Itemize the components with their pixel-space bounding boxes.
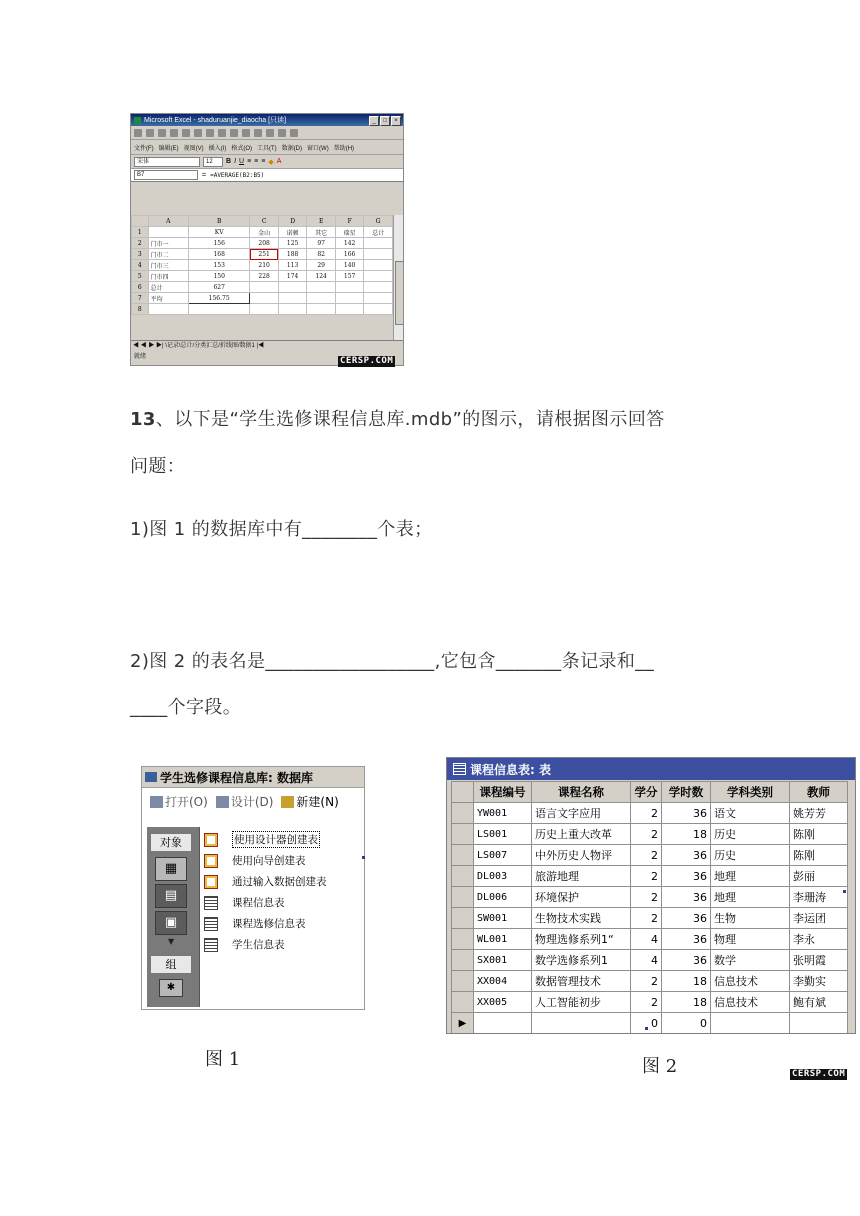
print-icon[interactable] [170, 129, 178, 137]
object-list-item-label: 学生信息表 [232, 939, 285, 951]
question-2-line1: 2)图 2 的表名是__________________,它包含_______条记录和__ [130, 651, 655, 672]
table-cell[interactable]: 物理 [711, 929, 790, 950]
table-cell[interactable]: 36 [662, 950, 711, 971]
table-cell[interactable]: 鲍有斌 [790, 992, 848, 1013]
table-row [452, 971, 848, 992]
spellcheck-icon[interactable] [194, 129, 202, 137]
align-center-icon[interactable]: ≡ [254, 158, 259, 165]
table-cell[interactable]: 陈刚 [790, 845, 848, 866]
table-icon [204, 917, 218, 931]
object-list-item[interactable] [204, 934, 362, 955]
object-list-item-label: 课程信息表 [232, 897, 285, 909]
row-selector[interactable] [452, 866, 474, 887]
question-1: 1)图 1 的数据库中有________个表； [130, 519, 433, 540]
table-cell[interactable]: 地理 [711, 887, 790, 908]
chart-icon[interactable] [278, 129, 286, 137]
more-objects-arrow-icon[interactable]: ▼ [168, 937, 175, 946]
row-selector[interactable] [452, 803, 474, 824]
question-2-line2: ____个字段。 [130, 697, 242, 718]
new-record-arrow-icon[interactable]: ▶ [452, 1013, 474, 1034]
question-number: 13 [130, 409, 156, 430]
formula-bar [131, 169, 403, 182]
table-row [452, 824, 848, 845]
excel-cell[interactable]: 627 [188, 282, 249, 293]
open-icon [150, 796, 163, 808]
row-header[interactable]: 4 [132, 260, 149, 271]
table-cell[interactable]: 人工智能初步 [532, 992, 631, 1013]
table-cell[interactable]: 生物 [711, 908, 790, 929]
datasheet-grid [451, 781, 848, 1034]
row-header[interactable]: 5 [132, 271, 149, 282]
object-list-item-label: 课程选修信息表 [232, 918, 306, 930]
excel-row [132, 260, 393, 271]
watermark: CERSP.COM [792, 1069, 846, 1079]
row-selector-header[interactable] [452, 782, 474, 803]
design-label: 设计(D) [230, 794, 274, 809]
queries-object-icon[interactable]: ▤ [155, 884, 187, 908]
excel-cell[interactable]: 157 [335, 271, 364, 282]
table-row [452, 866, 848, 887]
table-cell[interactable]: XX004 [474, 971, 532, 992]
database-window-title: 学生选修课程信息库: 数据库 [160, 770, 313, 785]
table-cell[interactable]: 2 [631, 992, 662, 1013]
excel-cell[interactable] [278, 293, 307, 304]
table-cell[interactable]: 信息技术 [711, 992, 790, 1013]
font-size-select[interactable]: 12 [203, 157, 223, 167]
excel-cell[interactable] [148, 227, 188, 238]
table-cell[interactable]: DL006 [474, 887, 532, 908]
object-list-item-label: 使用设计器创建表 [232, 831, 320, 848]
object-list-item[interactable] [204, 871, 362, 892]
excel-menubar [131, 140, 403, 155]
menu-edit[interactable]: 编辑(E) [158, 145, 179, 152]
database-icon [145, 772, 157, 782]
bold-icon[interactable]: B [226, 158, 232, 165]
row-selector[interactable] [452, 992, 474, 1013]
table-cell[interactable]: 历史 [711, 824, 790, 845]
table-row [452, 950, 848, 971]
table-cell[interactable] [532, 1013, 631, 1034]
col-header[interactable]: F [335, 216, 364, 227]
excel-cell[interactable]: 125 [278, 238, 307, 249]
selection-handle [645, 1027, 648, 1030]
excel-cell[interactable]: 总计 [148, 282, 188, 293]
object-list-item[interactable] [204, 850, 362, 871]
table-cell[interactable]: 李永 [790, 929, 848, 950]
groups-label[interactable]: 组 [150, 955, 192, 974]
excel-cell[interactable]: 门市二 [148, 249, 188, 260]
table-row [452, 845, 848, 866]
table-cell[interactable]: 36 [662, 929, 711, 950]
excel-cell[interactable]: 168 [188, 249, 249, 260]
excel-cell[interactable]: 124 [307, 271, 336, 282]
table-cell[interactable]: 语文 [711, 803, 790, 824]
table-cell[interactable]: 数学 [711, 950, 790, 971]
table-cell[interactable]: 2 [631, 824, 662, 845]
excel-screenshot [130, 113, 404, 366]
excel-cell[interactable] [364, 249, 393, 260]
table-row [452, 992, 848, 1013]
table-cell[interactable]: 4 [631, 950, 662, 971]
object-list-item[interactable] [204, 913, 362, 934]
table-cell[interactable]: 18 [662, 992, 711, 1013]
table-cell[interactable]: 2 [631, 803, 662, 824]
row-selector[interactable] [452, 929, 474, 950]
column-header[interactable]: 学时数 [662, 782, 711, 803]
excel-cell[interactable]: 156.75 [188, 293, 249, 304]
paste-icon[interactable] [230, 129, 238, 137]
excel-cell[interactable]: 82 [307, 249, 336, 260]
excel-titlebar [131, 114, 403, 126]
row-header[interactable]: 3 [132, 249, 149, 260]
wizard-icon [204, 854, 218, 868]
table-cell[interactable]: 语言文字应用 [532, 803, 631, 824]
col-header[interactable]: C [250, 216, 279, 227]
col-header[interactable]: G [364, 216, 393, 227]
table-row [452, 803, 848, 824]
table-cell[interactable]: 2 [631, 908, 662, 929]
excel-cell[interactable]: 208 [250, 238, 279, 249]
table-cell[interactable]: 信息技术 [711, 971, 790, 992]
excel-row [132, 304, 393, 315]
table-cell[interactable]: 生物技术实践 [532, 908, 631, 929]
design-icon [216, 796, 229, 808]
excel-cell[interactable]: 门市三 [148, 260, 188, 271]
column-header[interactable]: 学分 [631, 782, 662, 803]
table-cell[interactable]: 旅游地理 [532, 866, 631, 887]
question-intro-text: 、以下是“学生选修课程信息库.mdb”的图示，请根据图示回答 [155, 409, 665, 430]
table-cell[interactable]: 彭丽 [790, 866, 848, 887]
forms-object-icon[interactable]: ▣ [155, 911, 187, 935]
save-icon[interactable] [158, 129, 166, 137]
table-row [452, 929, 848, 950]
close-icon[interactable]: × [391, 116, 401, 126]
undo-icon[interactable] [242, 129, 250, 137]
excel-row [132, 293, 393, 304]
open-label: 打开(O) [165, 794, 208, 809]
datasheet-header-row [452, 782, 848, 803]
excel-cell[interactable] [364, 260, 393, 271]
excel-cell[interactable] [364, 238, 393, 249]
excel-cell[interactable] [250, 304, 279, 315]
table-cell[interactable] [790, 1013, 848, 1034]
new-label: 新建(N) [296, 794, 339, 809]
table-cell[interactable]: 历史 [711, 845, 790, 866]
column-header-row [132, 216, 393, 227]
font-name-select[interactable]: 宋体 [134, 157, 200, 167]
window-buttons [369, 116, 401, 126]
excel-cell[interactable] [364, 293, 393, 304]
row-selector[interactable] [452, 845, 474, 866]
table-datasheet-window [446, 757, 856, 1034]
excel-cell[interactable]: 140 [335, 260, 364, 271]
excel-cell[interactable]: 金山 [250, 227, 279, 238]
minimize-icon[interactable]: _ [369, 116, 379, 126]
col-header[interactable]: A [148, 216, 188, 227]
excel-title: Microsoft Excel - shaduruanjie_diaocha [只读] [144, 117, 287, 124]
table-icon [204, 938, 218, 952]
object-list-item-label: 使用向导创建表 [232, 855, 306, 867]
table-cell[interactable]: 李运团 [790, 908, 848, 929]
table-cell[interactable]: 地理 [711, 866, 790, 887]
table-row [452, 908, 848, 929]
excel-cell[interactable]: 113 [278, 260, 307, 271]
corner-cell[interactable] [132, 216, 149, 227]
excel-standard-toolbar [131, 126, 403, 140]
scroll-thumb[interactable] [395, 261, 404, 325]
menu-data[interactable]: 数据(D) [281, 145, 303, 152]
table-cell[interactable]: 中外历史人物评 [532, 845, 631, 866]
question-intro-line2: 问题： [130, 456, 186, 477]
align-left-icon[interactable]: ≡ [247, 158, 252, 165]
underline-icon[interactable]: U [239, 158, 245, 165]
table-cell[interactable]: 36 [662, 908, 711, 929]
excel-cell[interactable]: 174 [278, 271, 307, 282]
excel-cell[interactable] [188, 304, 249, 315]
table-cell[interactable]: 2 [631, 845, 662, 866]
excel-cell[interactable]: 156 [188, 238, 249, 249]
excel-cell[interactable]: 总计 [364, 227, 393, 238]
excel-cell[interactable]: KV [188, 227, 249, 238]
row-header[interactable]: 2 [132, 238, 149, 249]
row-header[interactable]: 7 [132, 293, 149, 304]
selection-handle [362, 856, 365, 859]
cut-icon[interactable] [206, 129, 214, 137]
excel-row [132, 238, 393, 249]
wizard-icon [204, 875, 218, 889]
figure-1-caption: 图 1 [205, 1049, 241, 1070]
font-color-icon[interactable]: A [276, 158, 282, 165]
align-right-icon[interactable]: ≡ [261, 158, 266, 165]
status-bar: 就绪 [131, 351, 404, 364]
object-list-item-label: 通过输入数据创建表 [232, 876, 327, 888]
excel-cell[interactable] [364, 271, 393, 282]
excel-cell[interactable]: 瑞星 [335, 227, 364, 238]
equals-icon: = [202, 171, 207, 179]
excel-cell[interactable] [364, 304, 393, 315]
excel-cell[interactable]: 29 [307, 260, 336, 271]
table-cell[interactable]: 36 [662, 887, 711, 908]
object-list-item[interactable] [204, 829, 362, 850]
excel-cell[interactable]: 97 [307, 238, 336, 249]
design-button[interactable] [216, 793, 274, 810]
menu-view[interactable]: 视图(V) [183, 145, 204, 152]
excel-cell[interactable]: 228 [250, 271, 279, 282]
favorites-icon[interactable]: ✱ [159, 979, 183, 997]
excel-cell[interactable] [250, 293, 279, 304]
excel-cell[interactable]: 门市一 [148, 238, 188, 249]
fill-color-icon[interactable]: ◆ [268, 158, 274, 166]
excel-cell[interactable]: 188 [278, 249, 307, 260]
objects-label[interactable]: 对象 [150, 833, 192, 852]
copy-icon[interactable] [218, 129, 226, 137]
table-icon [204, 896, 218, 910]
excel-row [132, 249, 393, 260]
row-header[interactable]: 1 [132, 227, 149, 238]
table-cell[interactable]: 18 [662, 971, 711, 992]
col-header[interactable]: D [278, 216, 307, 227]
table-cell[interactable]: LS001 [474, 824, 532, 845]
table-cell[interactable]: 张明霞 [790, 950, 848, 971]
excel-cell[interactable]: 251 [250, 249, 279, 260]
row-selector[interactable] [452, 950, 474, 971]
help-icon[interactable] [290, 129, 298, 137]
table-cell[interactable]: 历史上重大改革 [532, 824, 631, 845]
excel-cell[interactable]: 142 [335, 238, 364, 249]
excel-cell[interactable]: 153 [188, 260, 249, 271]
excel-cell[interactable] [307, 293, 336, 304]
excel-cell[interactable]: 门市四 [148, 271, 188, 282]
name-box[interactable]: B7 [134, 170, 198, 180]
new-record-row [452, 1013, 848, 1034]
table-window-titlebar [447, 758, 855, 780]
col-header[interactable]: B [188, 216, 249, 227]
excel-row [132, 282, 393, 293]
new-icon [281, 796, 294, 808]
table-cell[interactable]: 0 [662, 1013, 711, 1034]
excel-cell[interactable] [278, 304, 307, 315]
object-list [204, 829, 362, 955]
table-cell[interactable]: XX005 [474, 992, 532, 1013]
table-cell[interactable] [711, 1013, 790, 1034]
excel-cell[interactable] [250, 282, 279, 293]
excel-cell[interactable]: 210 [250, 260, 279, 271]
vertical-scrollbar[interactable] [393, 215, 403, 340]
table-cell[interactable]: 李勤实 [790, 971, 848, 992]
excel-cell[interactable] [307, 304, 336, 315]
table-cell[interactable]: 2 [631, 866, 662, 887]
table-cell[interactable]: 陈刚 [790, 824, 848, 845]
column-header[interactable]: 学科类别 [711, 782, 790, 803]
sum-icon[interactable] [254, 129, 262, 137]
table-cell[interactable]: 0 [631, 1013, 662, 1034]
row-selector[interactable] [452, 908, 474, 929]
excel-cell[interactable]: 平均 [148, 293, 188, 304]
tables-object-icon[interactable]: ▦ [155, 857, 187, 881]
maximize-icon[interactable]: □ [380, 116, 390, 126]
excel-cell[interactable] [335, 293, 364, 304]
table-cell[interactable]: SW001 [474, 908, 532, 929]
row-selector[interactable] [452, 824, 474, 845]
excel-format-toolbar [131, 155, 403, 169]
open-button[interactable] [150, 793, 208, 810]
table-cell[interactable]: 36 [662, 803, 711, 824]
table-cell[interactable]: SX001 [474, 950, 532, 971]
row-header[interactable]: 6 [132, 282, 149, 293]
table-cell[interactable]: 2 [631, 971, 662, 992]
table-cell[interactable]: 物理选修系列1“ [532, 929, 631, 950]
excel-row [132, 227, 393, 238]
database-window-titlebar [142, 767, 364, 788]
table-cell[interactable]: DL003 [474, 866, 532, 887]
column-header[interactable]: 课程编号 [474, 782, 532, 803]
formula-text[interactable]: =AVERAGE(B2:B5) [210, 171, 265, 179]
table-icon [453, 763, 466, 775]
menu-tools[interactable]: 工具(T) [257, 145, 277, 152]
excel-cell[interactable] [364, 282, 393, 293]
wizard-icon [204, 833, 218, 847]
row-selector[interactable] [452, 971, 474, 992]
spreadsheet-grid [131, 215, 393, 315]
table-cell[interactable]: 2 [631, 887, 662, 908]
table-cell[interactable]: 姚芳芳 [790, 803, 848, 824]
open-file-icon[interactable] [146, 129, 154, 137]
excel-cell[interactable]: 150 [188, 271, 249, 282]
table-cell[interactable]: WL001 [474, 929, 532, 950]
new-button[interactable] [281, 793, 338, 810]
sheet-tabs[interactable]: ◀ ◀ ▶ ▶| \记录\总计/分类汇总/折线图/数据1 |◀ [131, 340, 404, 351]
column-header[interactable]: 课程名称 [532, 782, 631, 803]
table-cell[interactable]: 数学选修系列1 [532, 950, 631, 971]
row-selector[interactable] [452, 887, 474, 908]
table-cell[interactable] [474, 1013, 532, 1034]
excel-cell[interactable]: 诺顿 [278, 227, 307, 238]
excel-cell[interactable] [335, 282, 364, 293]
excel-cell[interactable] [278, 282, 307, 293]
question-intro-line1 [130, 405, 665, 431]
database-window [141, 766, 365, 1010]
database-toolbar [142, 788, 364, 814]
table-cell[interactable]: 李珊涛 [790, 887, 848, 908]
sort-icon[interactable] [266, 129, 274, 137]
menu-file[interactable]: 文件(F) [134, 145, 154, 152]
excel-app-icon [134, 117, 141, 124]
excel-cell[interactable] [335, 304, 364, 315]
table-cell[interactable]: 18 [662, 824, 711, 845]
menu-window[interactable]: 窗口(W) [307, 145, 329, 152]
excel-cell[interactable]: 166 [335, 249, 364, 260]
table-window-title: 课程信息表: 表 [470, 762, 551, 777]
excel-cell[interactable] [307, 282, 336, 293]
new-file-icon[interactable] [134, 129, 142, 137]
menu-insert[interactable]: 插入(I) [208, 145, 227, 152]
column-header[interactable]: 教师 [790, 782, 848, 803]
watermark: CERSP.COM [340, 356, 394, 366]
selection-handle [843, 890, 846, 893]
excel-cell[interactable] [148, 304, 188, 315]
row-header[interactable]: 8 [132, 304, 149, 315]
table-cell[interactable]: YW001 [474, 803, 532, 824]
italic-icon[interactable]: I [234, 158, 237, 165]
menu-help[interactable]: 帮助(H) [333, 145, 355, 152]
figure-2-caption: 图 2 [642, 1056, 678, 1077]
table-cell[interactable]: 4 [631, 929, 662, 950]
col-header[interactable]: E [307, 216, 336, 227]
objects-sidebar [147, 827, 200, 1007]
table-row [452, 887, 848, 908]
table-cell[interactable]: 36 [662, 845, 711, 866]
excel-row [132, 271, 393, 282]
table-cell[interactable]: 36 [662, 866, 711, 887]
table-cell[interactable]: LS007 [474, 845, 532, 866]
preview-icon[interactable] [182, 129, 190, 137]
excel-cell[interactable]: 其它 [307, 227, 336, 238]
menu-format[interactable]: 格式(O) [231, 145, 253, 152]
table-cell[interactable]: 数据管理技术 [532, 971, 631, 992]
table-cell[interactable]: 环境保护 [532, 887, 631, 908]
object-list-item[interactable] [204, 892, 362, 913]
